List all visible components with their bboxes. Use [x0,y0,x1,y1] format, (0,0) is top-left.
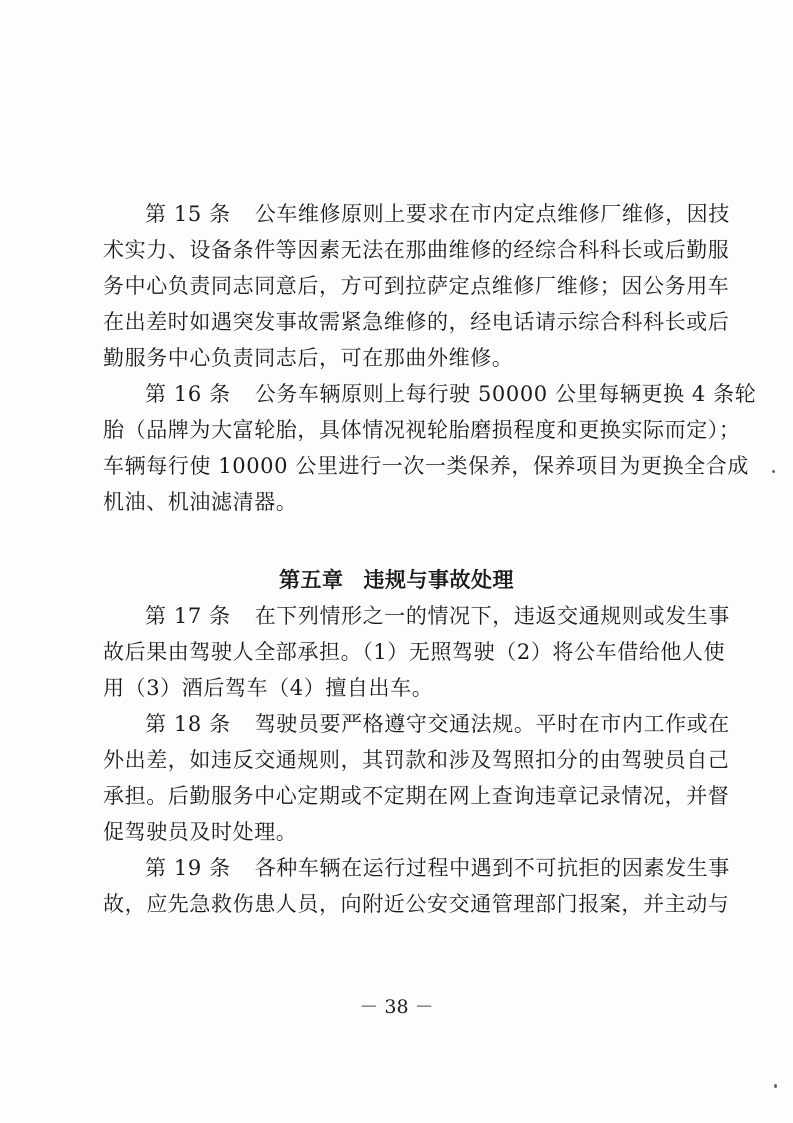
article-19-number: 第 19 条 [145,856,231,880]
article-16-line-4: 机油、机油滤清器。 [103,490,298,514]
article-15-line-1: 第 15 条 公车维修原则上要求在市内定点维修厂维修，因技 [145,196,693,232]
article-15-line-4: 在出差时如遇突发事故需紧急维修的，经电话请示综合科科长或后 [103,310,730,334]
article-16-line-3: 车辆每行使 10000 公里进行一次一类保养，保养项目为更换全合成 [103,454,749,478]
article-17-line-3: 用（3）酒后驾车（4）擅自出车。 [103,676,434,700]
article-16-number: 第 16 条 [145,382,231,406]
article-17-number: 第 17 条 [145,604,231,628]
article-15-line-2: 术实力、设备条件等因素无法在那曲维修的经综合科科长或后勤服 [103,238,730,262]
chapter-heading [0,562,793,598]
page-number: － 38 － [359,996,434,1018]
article-18-line-1: 第 18 条 驾驶员要严格遵守交通法规。平时在市内工作或在 [145,706,693,742]
article-15-number: 第 15 条 [145,202,231,226]
article-18-line-3: 承担。后勤服务中心定期或不定期在网上查询违章记录情况，并督 [103,784,730,808]
article-15-line-3: 务中心负责同志同意后，方可到拉萨定点维修厂维修；因公务用车 [103,274,730,298]
article-19-line-1: 第 19 条 各种车辆在运行过程中遇到不可抗拒的因素发生事 [145,850,693,886]
article-16-line-2: 胎（品牌为大富轮胎，具体情况视轮胎磨损程度和更换实际而定）； [103,418,741,442]
scan-speck [774,1084,777,1088]
article-17-line-1: 第 17 条 在下列情形之一的情况下，违返交通规则或发生事 [145,598,693,634]
chapter-title: 违规与事故处理 [363,568,514,592]
scan-speck [772,470,775,473]
article-15-line-5: 勤服务中心负责同志后，可在那曲外维修。 [103,346,514,370]
article-18-number: 第 18 条 [145,712,231,736]
article-16-line-1: 第 16 条 公务车辆原则上每行驶 50000 公里每辆更换 4 条轮 [145,376,693,412]
article-17-line-2: 故后果由驾驶人全部承担。（1）无照驾驶（2）将公车借给他人使 [103,640,726,664]
article-18-line-4: 促驾驶员及时处理。 [103,820,298,844]
chapter-number: 第五章 [279,568,344,592]
article-18-line-2: 外出差，如违反交通规则，其罚款和涉及驾照扣分的由驾驶员自己 [103,748,730,772]
article-19-line-2: 故，应先急救伤患人员，向附近公安交通管理部门报案，并主动与 [103,892,730,916]
